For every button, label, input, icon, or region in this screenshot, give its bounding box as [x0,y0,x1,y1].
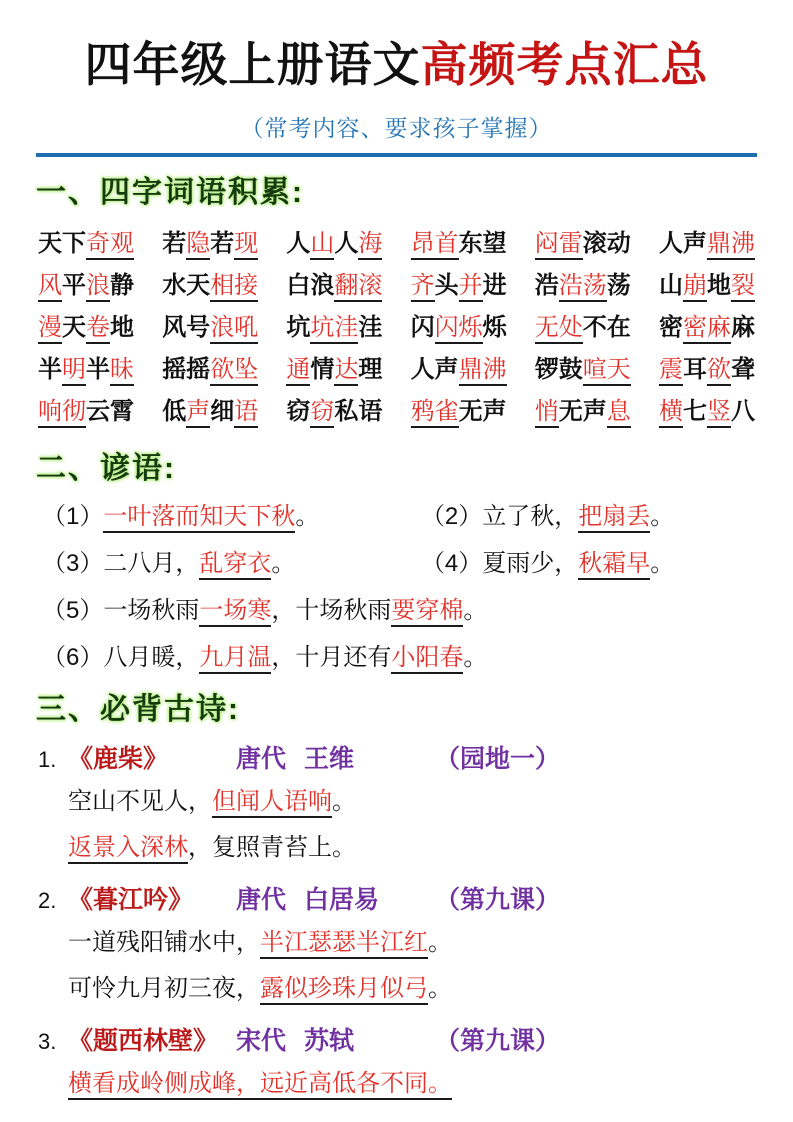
plain-text: 八 [730,398,755,425]
answer-text: 返景入深林 [68,835,188,864]
plain-text: 私语 [334,398,383,425]
answer-text: 鼎沸 [459,357,507,386]
word-item [38,223,134,265]
plain-text: 密 [658,314,683,341]
proverb-item [42,642,757,674]
plain-text: 水天 [162,272,211,299]
word-row [38,265,755,307]
poem-item [38,881,757,1012]
plain-text: 洼 [358,314,383,341]
poem-number: 2. [38,888,57,913]
answer-text: 横看成岭侧成峰，远近高低各不同。 [68,1071,452,1100]
answer-text: 奇观 [86,231,134,260]
word-item [38,391,134,433]
poem-header [38,1022,757,1061]
answer-text: 一叶落而知天下秋 [103,504,295,533]
word-item [162,349,258,391]
plain-text: 。 [428,975,452,1002]
answer-text: 露似珍珠月似弓 [260,976,428,1005]
word-item [659,265,755,307]
answer-text: 欲 [707,357,731,386]
plain-text: 。 [428,929,452,956]
plain-text: （2）立了秋， [420,503,579,530]
answer-text: 无处 [535,315,583,344]
answer-text: 声 [186,399,210,428]
answer-text: 并 [459,273,483,302]
answer-text: 把扇丢 [578,504,650,533]
answer-text: 震 [659,357,683,386]
answer-text: 响彻 [38,399,86,428]
plain-text: 耳 [682,356,707,383]
word-item [411,265,507,307]
plain-text: 地 [706,272,731,299]
word-item [411,391,507,433]
plain-text: 人声 [658,230,707,257]
plain-text: 理 [358,356,383,383]
plain-text: 东望 [458,230,507,257]
poem-item [38,740,757,871]
word-item [38,349,134,391]
proverb-item [42,548,421,580]
poem-dynasty: 唐代 [236,745,287,773]
plain-text: 锣鼓 [534,356,583,383]
plain-text: 。 [463,644,488,671]
plain-text: 聋 [730,356,755,383]
proverb-item [42,595,757,627]
divider-line [36,153,757,157]
poem-source: （第九课） [435,886,561,914]
section-heading-words: 一、四字词语积累: [36,176,304,209]
plain-text: 闪 [410,314,435,341]
plain-text: 人 [286,230,311,257]
plain-text: 。 [332,788,356,815]
answer-text: 隐 [186,231,210,260]
word-item [286,223,382,265]
plain-text: 窃 [286,398,311,425]
plain-text: 不在 [582,314,631,341]
word-item [38,265,134,307]
answer-text: 欲坠 [210,357,258,386]
plain-text: 烁 [482,314,507,341]
proverb-list [42,501,757,674]
plain-text: （5）一场秋雨 [42,597,200,624]
answer-text: 闷雷 [535,231,583,260]
plain-text: 。 [271,550,296,577]
answer-text: 昧 [110,357,134,386]
answer-text: 悄 [535,399,559,428]
word-item [659,223,755,265]
plain-text: 若 [210,230,235,257]
plain-text: ，十月还有 [271,644,392,671]
plain-text: 。 [650,550,675,577]
plain-text: 人声 [410,356,459,383]
plain-text: 半 [38,356,62,383]
answer-text: 浪吼 [210,315,258,344]
answer-text: 齐 [411,273,435,302]
plain-text: 头 [434,272,459,299]
answer-text: 风 [38,273,62,302]
word-item [535,223,631,265]
plain-text: ，十场秋雨 [271,597,392,624]
word-item [286,307,382,349]
plain-text: 浩 [534,272,559,299]
word-grid [38,223,755,433]
word-item [535,349,631,391]
plain-text: 无声 [458,398,507,425]
plain-text: 人 [334,230,359,257]
poem-line [38,1061,757,1107]
answer-text: 翻滚 [334,273,382,302]
answer-text: 窃 [310,399,334,428]
answer-text: 山 [310,231,334,260]
poem-dynasty: 唐代 [236,886,287,914]
section-heading-poems: 三、必背古诗: [36,693,240,726]
answer-text: 卷 [86,315,110,344]
plain-text: 静 [110,272,134,299]
page-title-black: 四年级上册语文 [84,38,421,91]
plain-text: 云霄 [86,398,134,425]
answer-text: 海 [358,231,382,260]
word-item [535,391,631,433]
word-item [162,223,258,265]
plain-text: 平 [62,272,86,299]
plain-text: 一道残阳铺水中， [68,929,260,956]
plain-text: （6）八月暖， [42,644,200,671]
word-item [411,223,507,265]
plain-text: 麻 [730,314,755,341]
word-item [535,265,631,307]
plain-text: 摇摇 [162,356,211,383]
answer-text: 九月温 [199,645,271,674]
word-row [38,307,755,349]
answer-text: 息 [607,399,631,428]
page-title-red: 高频考点汇总 [420,38,709,91]
answer-text: 小阳春 [391,645,463,674]
answer-text: 鸦雀 [411,399,459,428]
answer-text: 密麻 [683,315,731,344]
plain-text: （1） [42,503,104,530]
poem-dynasty: 宋代 [236,1027,287,1055]
answer-text: 昂首 [411,231,459,260]
poem-header [38,740,757,779]
plain-text: 。 [463,597,488,624]
plain-text: 进 [482,272,507,299]
answer-text: 明 [62,357,86,386]
plain-text: 细 [210,398,235,425]
answer-text: 浩荡 [559,273,607,302]
poem-number: 1. [38,747,57,772]
word-item [659,391,755,433]
poem-title: 《题西林壁》 [68,1027,219,1055]
poem-header [38,881,757,920]
word-item [411,349,507,391]
answer-text: 要穿棉 [391,598,463,627]
plain-text: 地 [110,314,134,341]
answer-text: 秋霜早 [578,551,650,580]
plain-text: 荡 [606,272,631,299]
plain-text: 无声 [558,398,607,425]
answer-text: 裂 [731,273,755,302]
answer-text: 喧天 [583,357,631,386]
plain-text: 白浪 [286,272,335,299]
answer-text: 坑洼 [310,315,358,344]
plain-text: （3）二八月， [42,550,200,577]
answer-text: 现 [234,231,258,260]
poem-list [38,740,757,1107]
answer-text: 崩 [683,273,707,302]
plain-text: 。 [650,503,675,530]
poem-line [38,825,757,871]
plain-text: 天 [62,314,86,341]
answer-text: 语 [234,399,258,428]
answer-text: 漫 [38,315,62,344]
plain-text: 。 [295,503,320,530]
plain-text: 半 [86,356,110,383]
word-item [411,307,507,349]
plain-text: 坑 [286,314,311,341]
plain-text: 山 [658,272,683,299]
page-title [36,34,757,96]
poem-source: （园地一） [435,745,561,773]
proverb-item [421,548,757,580]
word-item [659,349,755,391]
plain-text: 若 [162,230,187,257]
answer-text: 通 [286,357,310,386]
poem-title: 《暮江吟》 [68,886,194,914]
poem-author: 白居易 [304,886,380,914]
section-heading-proverbs: 二、谚语: [36,452,176,485]
word-item [535,307,631,349]
poem-line [38,966,757,1012]
word-item [162,391,258,433]
plain-text: 天下 [38,230,86,257]
answer-text: 半江瑟瑟半江红 [260,930,428,959]
answer-text: 相接 [210,273,258,302]
poem-author: 王维 [304,745,355,773]
poem-author: 苏轼 [304,1027,355,1055]
answer-text: 但闻人语响 [212,789,332,818]
proverb-item [421,501,757,533]
answer-text: 达 [334,357,358,386]
poem-number: 3. [38,1029,57,1054]
plain-text: 可怜九月初三夜， [68,975,260,1002]
word-item [38,307,134,349]
page-subtitle: （常考内容、要求孩子掌握） [240,116,553,141]
word-item [286,265,382,307]
word-item [286,349,382,391]
poem-title: 《鹿柴》 [68,745,169,773]
poem-line [38,779,757,825]
word-item [286,391,382,433]
answer-text: 一场寒 [199,598,271,627]
plain-text: （4）夏雨少， [420,550,579,577]
answer-text: 鼎沸 [707,231,755,260]
plain-text: 低 [162,398,187,425]
plain-text: 七 [682,398,707,425]
plain-text: 滚动 [582,230,631,257]
answer-text: 横 [659,399,683,428]
answer-text: 竖 [707,399,731,428]
plain-text: ，复照青苔上。 [188,834,356,861]
plain-text: 风号 [162,314,211,341]
plain-text: 空山不见人， [68,788,212,815]
word-item [162,307,258,349]
answer-text: 浪 [86,273,110,302]
word-row [38,349,755,391]
poem-source: （第九课） [435,1027,561,1055]
answer-text: 闪烁 [435,315,483,344]
poem-item [38,1022,757,1107]
word-row [38,391,755,433]
answer-text: 乱穿衣 [199,551,271,580]
word-item [162,265,258,307]
plain-text: 情 [310,356,335,383]
word-item [659,307,755,349]
proverb-item [42,501,421,533]
word-row [38,223,755,265]
poem-line [38,920,757,966]
